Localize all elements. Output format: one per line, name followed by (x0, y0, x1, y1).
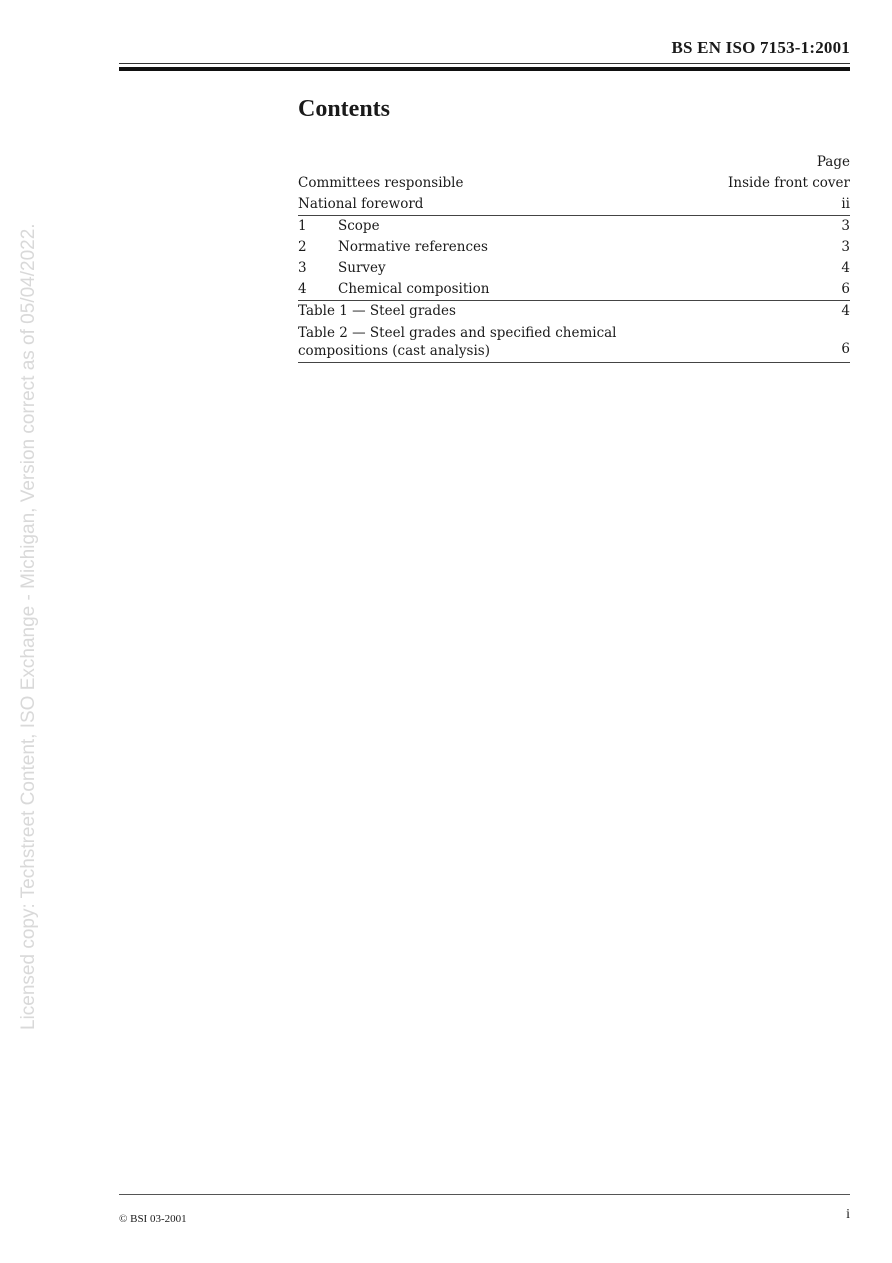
clause-number: 2 (298, 239, 307, 255)
toc-entry-page: 4 (841, 303, 850, 319)
header-rule-thick (119, 67, 850, 71)
clause-number: 1 (298, 218, 307, 234)
toc-entry-clause-3[interactable] (298, 258, 850, 279)
toc-entry-page: ii (841, 196, 850, 212)
page-title: Contents (298, 96, 391, 122)
toc-entry-label: Committees responsible (298, 175, 464, 191)
clause-number: 3 (298, 260, 307, 276)
toc-entry-clause-1[interactable] (298, 216, 850, 237)
toc-page-heading-row (298, 152, 850, 173)
license-watermark: Licensed copy: Techstreet Content, ISO Exchange - Michigan, Version correct as of 05/04/2022. (18, 223, 39, 1030)
toc-entry-page: 4 (841, 260, 850, 276)
page-column-heading: Page (816, 154, 850, 170)
clause-label: Chemical composition (338, 281, 490, 297)
toc-entry-label: National foreword (298, 196, 424, 212)
header-rule-thin (119, 63, 850, 64)
toc-entry-clause-2[interactable] (298, 237, 850, 258)
toc-entry-committees[interactable] (298, 173, 850, 194)
toc-entry-table-2[interactable] (298, 322, 850, 363)
toc-entry-page: 3 (841, 239, 850, 255)
toc-entry-national-foreword[interactable] (298, 194, 850, 216)
toc-entry-page: Inside front cover (728, 175, 850, 191)
table-entry-label-line2: compositions (cast analysis) (298, 343, 490, 359)
toc-entry-clause-4[interactable] (298, 279, 850, 301)
clause-label: Survey (338, 260, 386, 276)
footer-rule (119, 1194, 850, 1195)
clause-label: Scope (338, 218, 380, 234)
table-entry-label: Table 1 — Steel grades (298, 303, 456, 319)
toc-entry-table-1[interactable] (298, 301, 850, 322)
toc-entry-page: 6 (841, 341, 850, 357)
standard-number: BS EN ISO 7153-1:2001 (671, 38, 850, 57)
clause-number: 4 (298, 281, 307, 297)
clause-label: Normative references (338, 239, 488, 255)
toc-entry-page: 6 (841, 281, 850, 297)
table-entry-label-line1: Table 2 — Steel grades and specified chemical (298, 325, 617, 341)
table-of-contents (298, 152, 850, 363)
copyright: © BSI 03-2001 (119, 1213, 187, 1225)
page-number: i (846, 1207, 850, 1222)
toc-entry-page: 3 (841, 218, 850, 234)
